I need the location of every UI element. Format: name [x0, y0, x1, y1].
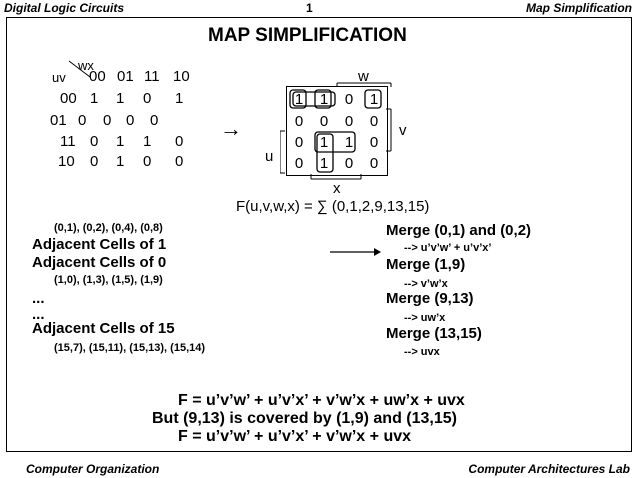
- cell: 0: [90, 153, 99, 170]
- cell: 1: [344, 133, 354, 151]
- function-expression: F(u,v,w,x) = ∑ (0,1,2,9,13,15): [236, 198, 430, 215]
- right-kmap-grid: [286, 86, 388, 176]
- adjacent-cells-0: Adjacent Cells of 0: [32, 254, 167, 271]
- bottom-divider: [6, 451, 632, 452]
- cell: 0: [126, 112, 135, 129]
- merge-result: --> uvx: [404, 346, 440, 358]
- coverage-note: But (9,13) is covered by (1,9) and (13,15): [152, 410, 457, 427]
- cell: 1: [90, 90, 99, 107]
- page-title: MAP SIMPLIFICATION: [208, 25, 407, 46]
- footer-right: Computer Architectures Lab: [468, 462, 630, 476]
- cell: 0: [369, 133, 379, 151]
- cell: 1: [369, 90, 379, 108]
- merge-title: Merge (1,9): [386, 256, 466, 273]
- cell: 0: [319, 112, 329, 130]
- merge-title: Merge (13,15): [386, 325, 482, 342]
- u-label: u: [265, 148, 274, 165]
- v-label: v: [399, 122, 407, 139]
- footer-left: Computer Organization: [26, 462, 160, 476]
- header-left: Digital Logic Circuits: [4, 1, 125, 15]
- cell: 0: [143, 153, 152, 170]
- arrow-right-icon: →: [220, 116, 242, 141]
- adjacent-cells-15: Adjacent Cells of 15: [32, 320, 175, 337]
- cell: 1: [175, 90, 184, 107]
- cell: 0: [78, 112, 87, 129]
- header-right: Map Simplification: [525, 1, 632, 15]
- cell: 0: [369, 112, 379, 130]
- pairs-0: (0,1), (0,2), (0,4), (0,8): [54, 222, 163, 234]
- row-label: 11: [60, 133, 76, 150]
- merge-title: Merge (0,1) and (0,2): [386, 222, 532, 239]
- cell: 0: [369, 154, 379, 172]
- cell: 1: [319, 90, 329, 108]
- x-label: x: [333, 180, 341, 197]
- cell: 0: [344, 154, 354, 172]
- page-number: 1: [306, 1, 313, 15]
- cell: 0: [175, 133, 184, 150]
- cell: 1: [116, 133, 125, 150]
- col-label: 11: [144, 68, 160, 85]
- col-label: 01: [117, 68, 134, 85]
- merge-result: --> u’v’w’ + u’v’x’: [404, 242, 492, 254]
- cell: 1: [116, 90, 125, 107]
- adjacent-cells-1: Adjacent Cells of 1: [32, 236, 167, 253]
- row-label: 01: [50, 112, 67, 129]
- cell: 0: [294, 112, 304, 130]
- cell: 0: [294, 133, 304, 151]
- merge-title: Merge (9,13): [386, 290, 474, 307]
- corner-wx: wx: [78, 58, 94, 73]
- row-label: 00: [60, 90, 77, 107]
- cell: 1: [319, 154, 329, 172]
- left-kmap: [50, 58, 210, 178]
- ellipsis-2: ...: [32, 306, 45, 323]
- pairs-15: (15,7), (15,11), (15,13), (15,14): [54, 342, 206, 354]
- cell: 0: [90, 133, 99, 150]
- cell: 0: [344, 90, 354, 108]
- merge-result: --> uw’x: [404, 312, 446, 324]
- col-label: 00: [89, 68, 106, 85]
- corner-uv: uv: [52, 70, 66, 85]
- cell: 1: [319, 133, 329, 151]
- final-equation-1: F = u’v’w’ + u’v’x’ + v’w’x + uw’x + uvx: [178, 392, 465, 409]
- cell: 0: [143, 90, 152, 107]
- cell: 0: [294, 154, 304, 172]
- cell: 1: [143, 133, 152, 150]
- frame-left: [6, 17, 7, 451]
- ellipsis-1: ...: [32, 290, 45, 307]
- merge-result: --> v’w’x: [404, 278, 448, 290]
- group-loops: [287, 87, 387, 175]
- arrow-right-icon: [330, 247, 382, 257]
- cell: 1: [116, 153, 125, 170]
- top-divider: [6, 17, 632, 18]
- cell: 0: [175, 153, 184, 170]
- row-label: 10: [58, 153, 75, 170]
- pairs-1: (1,0), (1,3), (1,5), (1,9): [54, 274, 163, 286]
- frame-right: [631, 17, 632, 451]
- col-label: 10: [173, 68, 190, 85]
- cell: 1: [294, 90, 304, 108]
- cell: 0: [103, 112, 112, 129]
- w-label: w: [358, 68, 369, 85]
- cell: 0: [150, 112, 159, 129]
- cell: 0: [344, 112, 354, 130]
- final-equation-2: F = u’v’w’ + u’v’x’ + v’w’x + uvx: [178, 428, 412, 445]
